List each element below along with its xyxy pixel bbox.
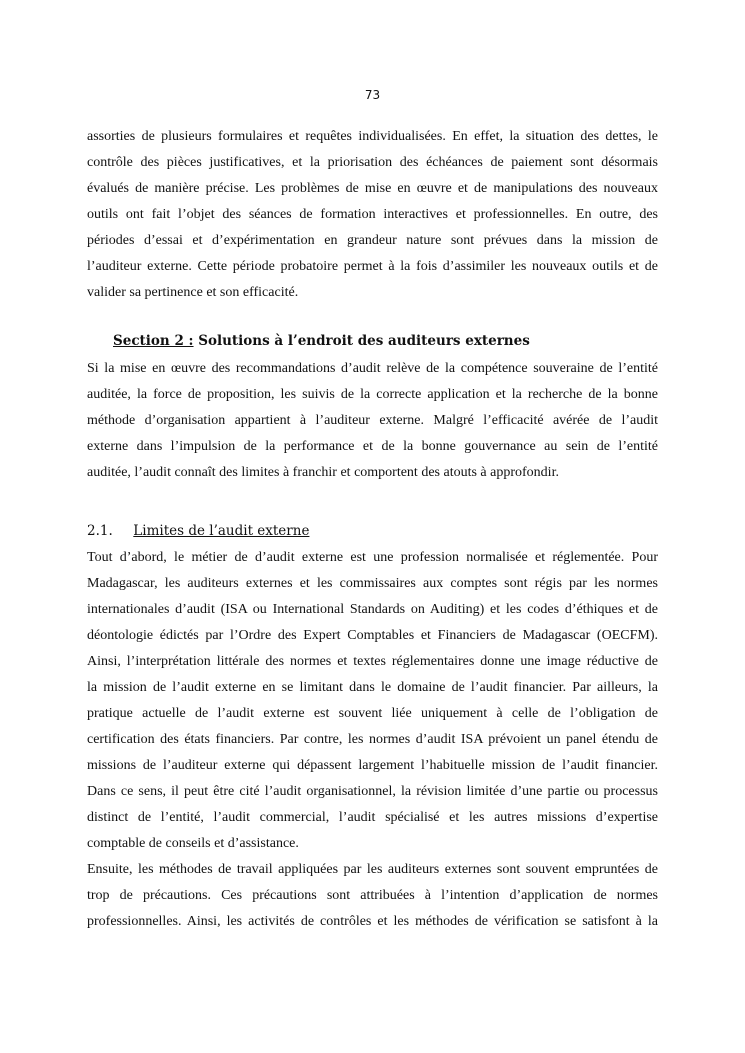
text-line: trop de précautions. Ces précautions sont attribuées à l’intention d’application de normes <box>87 888 658 903</box>
text-line: assorties de plusieurs formulaires et requêtes individualisées. En effet, la situation des dettes, le <box>87 129 658 144</box>
subsection-title: Limites de l’audit externe <box>133 523 310 539</box>
text-line: professionnelles. Ainsi, les activités de contrôles et les méthodes de vérification se satisfont à la <box>87 914 658 929</box>
section-label: Section 2 : <box>113 333 194 349</box>
page-number: 73 <box>364 88 381 102</box>
text-line: externe dans l’impulsion de la performance et de la bonne gouvernance au sein de l’entité <box>87 439 658 454</box>
subsection-heading <box>87 523 309 539</box>
text-line: comptable de conseils et d’assistance. <box>87 836 299 851</box>
section-heading <box>113 333 530 349</box>
text-line: valider sa pertinence et son efficacité. <box>87 285 299 300</box>
paragraph-3 <box>87 545 658 935</box>
text-line: Dans ce sens, il peut être cité l’audit organisationnel, la révision limitée d’une partie ou processus <box>87 784 658 799</box>
text-line: internationales d’audit (ISA ou International Standards on Auditing) et les codes d’éthiques et de <box>87 602 658 617</box>
text-line: Si la mise en œuvre des recommandations d’audit relève de la compétence souveraine de l’entité <box>87 361 658 376</box>
text-line: Ainsi, l’interprétation littérale des normes et textes réglementaires donne une image réductive de <box>87 654 658 669</box>
text-line: auditée, l’audit connaît des limites à franchir et comportent des atouts à approfondir. <box>87 465 559 480</box>
section-title: Solutions à l’endroit des auditeurs externes <box>198 333 530 349</box>
text-line: contrôle des pièces justificatives, et la priorisation des échéances de paiement sont désormais <box>87 155 658 170</box>
text-line: évalués de manière précise. Les problèmes de mise en œuvre et de manipulations des nouveaux <box>87 181 658 196</box>
text-line: Ensuite, les méthodes de travail appliquées par les auditeurs externes sont souvent empruntées de <box>87 862 658 877</box>
paragraph-2 <box>87 356 658 486</box>
text-line: l’auditeur externe. Cette période probatoire permet à la fois d’assimiler les nouveaux outils et de <box>87 259 658 274</box>
subsection-number: 2.1. <box>87 523 113 539</box>
text-line: méthode d’organisation appartient à l’auditeur externe. Malgré l’efficacité avérée de l’audit <box>87 413 658 428</box>
text-line: auditée, la force de proposition, les suivis de la correcte application et la recherche de la bonne <box>87 387 658 402</box>
text-line: déontologie édictés par l’Ordre des Expert Comptables et Financiers de Madagascar (OECFM). <box>87 628 658 643</box>
text-line: certification des états financiers. Par contre, les normes d’audit ISA prévoient un panel étendu de <box>87 732 658 747</box>
text-line: distinct de l’entité, l’audit commercial, l’audit spécialisé et les autres missions d’expertise <box>87 810 658 825</box>
text-line: outils ont fait l’objet des séances de formation interactives et professionnelles. En outre, des <box>87 207 658 222</box>
text-line: Tout d’abord, le métier de d’audit externe est une profession normalisée et réglementée. Pour <box>87 550 658 565</box>
text-line: missions de l’auditeur externe qui dépassent largement l’habituelle mission de l’audit financier. <box>87 758 658 773</box>
text-line: la mission de l’audit externe en se limitant dans le domaine de l’audit financier. Par ailleurs, la <box>87 680 658 695</box>
text-line: périodes d’essai et d’expérimentation en grandeur nature sont prévues dans la mission de <box>87 233 658 248</box>
text-line: pratique actuelle de l’audit externe est souvent liée uniquement à celle de l’obligation de <box>87 706 658 721</box>
paragraph-1 <box>87 124 658 306</box>
text-line: Madagascar, les auditeurs externes et les commissaires aux comptes sont régis par les normes <box>87 576 658 591</box>
